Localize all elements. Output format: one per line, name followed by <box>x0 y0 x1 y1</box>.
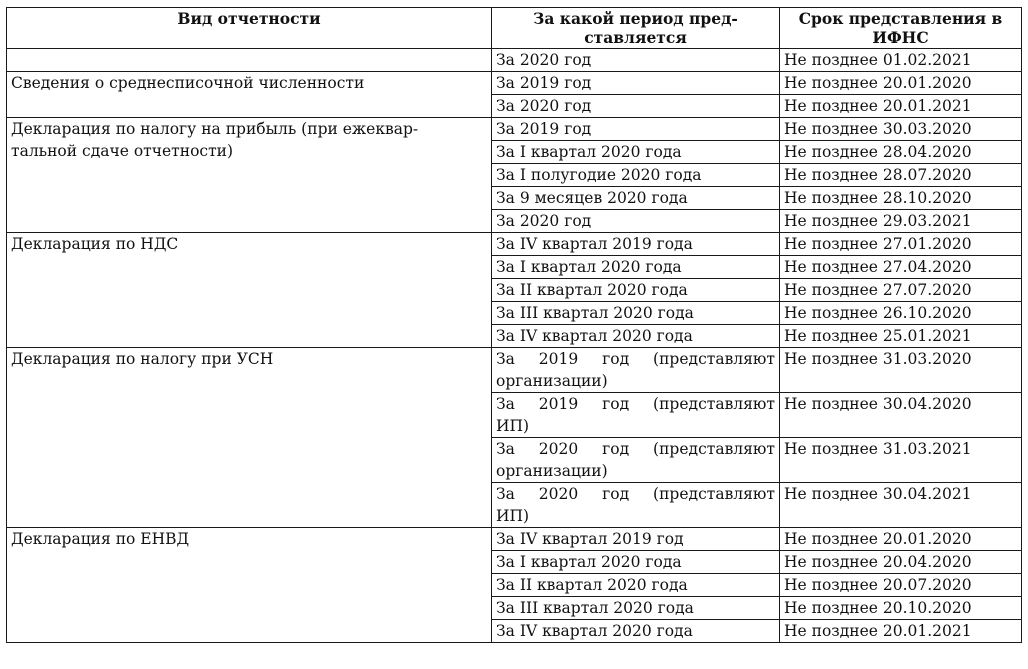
deadline-cell <box>780 49 1022 72</box>
deadline-cell <box>780 302 1022 325</box>
table-row <box>7 118 1022 141</box>
report-type-text: Декларация по НДС <box>11 235 179 253</box>
table-row <box>7 49 1022 72</box>
header-period-line-2: ставляется <box>584 28 687 47</box>
header-deadline-line-1: Срок представления в <box>798 9 1003 28</box>
period-text: За II квартал 2020 года <box>496 576 688 594</box>
header-period <box>492 8 780 49</box>
period-cell <box>492 233 780 256</box>
period-text: За 2020 год <box>496 51 592 69</box>
report-type-cell <box>7 233 492 348</box>
deadline-text: Не позднее 30.03.2020 <box>784 120 972 138</box>
deadline-cell <box>780 210 1022 233</box>
deadline-text: Не позднее 28.10.2020 <box>784 189 972 207</box>
period-text: За IV квартал 2020 года <box>496 622 693 640</box>
deadline-cell <box>780 393 1022 438</box>
period-cell <box>492 95 780 118</box>
period-text: За IV квартал 2020 года <box>496 327 693 345</box>
period-cell <box>492 483 780 528</box>
period-text: За 9 месяцев 2020 года <box>496 189 688 207</box>
period-cell <box>492 164 780 187</box>
report-type-cell <box>7 49 492 72</box>
deadline-cell <box>780 597 1022 620</box>
period-text: За I полугодие 2020 года <box>496 166 702 184</box>
period-text: ИП) <box>496 507 530 525</box>
period-text: За 2020 год (представляют <box>496 440 775 458</box>
deadline-text: Не позднее 20.01.2021 <box>784 622 972 640</box>
deadline-text: Не позднее 29.03.2021 <box>784 212 972 230</box>
period-cell <box>492 141 780 164</box>
period-text: За 2019 год <box>496 120 592 138</box>
deadline-cell <box>780 72 1022 95</box>
deadline-cell <box>780 528 1022 551</box>
table-row <box>7 348 1022 393</box>
period-text: За I квартал 2020 года <box>496 553 682 571</box>
deadline-cell <box>780 233 1022 256</box>
period-text: За 2020 год <box>496 97 592 115</box>
period-text: За 2020 год <box>496 212 592 230</box>
deadline-cell <box>780 118 1022 141</box>
period-text: За 2019 год (представляют <box>496 350 775 368</box>
period-cell <box>492 438 780 483</box>
deadline-text: Не позднее 31.03.2021 <box>784 440 972 458</box>
deadline-cell <box>780 574 1022 597</box>
document-page <box>6 7 1021 643</box>
deadline-text: Не позднее 20.10.2020 <box>784 599 972 617</box>
header-period-line-1: За какой период пред- <box>533 9 738 28</box>
deadline-cell <box>780 483 1022 528</box>
deadline-text: Не позднее 31.03.2020 <box>784 350 972 368</box>
table-row <box>7 233 1022 256</box>
period-text: организации) <box>496 372 608 390</box>
period-cell <box>492 256 780 279</box>
period-cell <box>492 551 780 574</box>
report-type-cell <box>7 528 492 643</box>
period-cell <box>492 348 780 393</box>
period-cell <box>492 118 780 141</box>
table-header <box>7 8 1022 49</box>
report-type-text: Декларация по налогу при УСН <box>11 350 274 368</box>
report-type-cell <box>7 72 492 118</box>
period-text: За 2019 год (представляют <box>496 395 775 413</box>
period-cell <box>492 72 780 95</box>
deadline-text: Не позднее 25.01.2021 <box>784 327 972 345</box>
deadline-cell <box>780 164 1022 187</box>
deadline-text: Не позднее 27.04.2020 <box>784 258 972 276</box>
period-text: ИП) <box>496 417 530 435</box>
period-cell <box>492 302 780 325</box>
period-cell <box>492 325 780 348</box>
deadline-text: Не позднее 01.02.2021 <box>784 51 972 69</box>
header-report-type <box>7 8 492 49</box>
deadline-text: Не позднее 20.01.2021 <box>784 97 972 115</box>
period-cell <box>492 187 780 210</box>
period-text: За III квартал 2020 года <box>496 599 694 617</box>
header-row <box>7 8 1022 49</box>
deadline-text: Не позднее 20.01.2020 <box>784 530 972 548</box>
header-deadline-line-2: ИФНС <box>872 28 929 47</box>
deadline-text: Не позднее 26.10.2020 <box>784 304 972 322</box>
period-cell <box>492 574 780 597</box>
deadline-text: Не позднее 27.07.2020 <box>784 281 972 299</box>
period-text: За IV квартал 2019 год <box>496 530 684 548</box>
deadline-cell <box>780 279 1022 302</box>
report-type-cell <box>7 348 492 528</box>
table-body <box>7 49 1022 643</box>
period-cell <box>492 393 780 438</box>
period-text: За 2019 год <box>496 74 592 92</box>
header-report-type-text: Вид отчетности <box>177 9 321 28</box>
deadline-cell <box>780 620 1022 643</box>
table-row <box>7 72 1022 95</box>
period-cell <box>492 620 780 643</box>
period-text: За II квартал 2020 года <box>496 281 688 299</box>
deadline-text: Не позднее 20.01.2020 <box>784 74 972 92</box>
deadline-cell <box>780 325 1022 348</box>
header-deadline <box>780 8 1022 49</box>
period-text: За I квартал 2020 года <box>496 143 682 161</box>
period-cell <box>492 210 780 233</box>
period-text: За 2020 год (представляют <box>496 485 775 503</box>
deadline-cell <box>780 95 1022 118</box>
deadline-cell <box>780 438 1022 483</box>
deadline-cell <box>780 256 1022 279</box>
deadline-text: Не позднее 30.04.2020 <box>784 395 972 413</box>
deadline-text: Не позднее 30.04.2021 <box>784 485 972 503</box>
period-text: За IV квартал 2019 года <box>496 235 693 253</box>
period-text: организации) <box>496 462 608 480</box>
deadline-text: Не позднее 28.07.2020 <box>784 166 972 184</box>
deadline-cell <box>780 141 1022 164</box>
period-cell <box>492 597 780 620</box>
deadline-cell <box>780 187 1022 210</box>
report-type-cell <box>7 118 492 233</box>
table-row <box>7 528 1022 551</box>
period-cell <box>492 49 780 72</box>
deadline-text: Не позднее 20.04.2020 <box>784 553 972 571</box>
period-cell <box>492 279 780 302</box>
deadline-text: Не позднее 28.04.2020 <box>784 143 972 161</box>
report-type-text: тальной сдаче отчетности) <box>11 142 234 160</box>
period-text: За III квартал 2020 года <box>496 304 694 322</box>
period-text: За I квартал 2020 года <box>496 258 682 276</box>
period-cell <box>492 528 780 551</box>
report-type-text: Сведения о среднесписочной численности <box>11 74 365 92</box>
reporting-deadlines-table <box>6 7 1022 643</box>
report-type-text: Декларация по ЕНВД <box>11 530 190 548</box>
deadline-text: Не позднее 20.07.2020 <box>784 576 972 594</box>
deadline-cell <box>780 348 1022 393</box>
deadline-cell <box>780 551 1022 574</box>
deadline-text: Не позднее 27.01.2020 <box>784 235 972 253</box>
report-type-text: Декларация по налогу на прибыль (при ежеквар- <box>11 120 419 138</box>
